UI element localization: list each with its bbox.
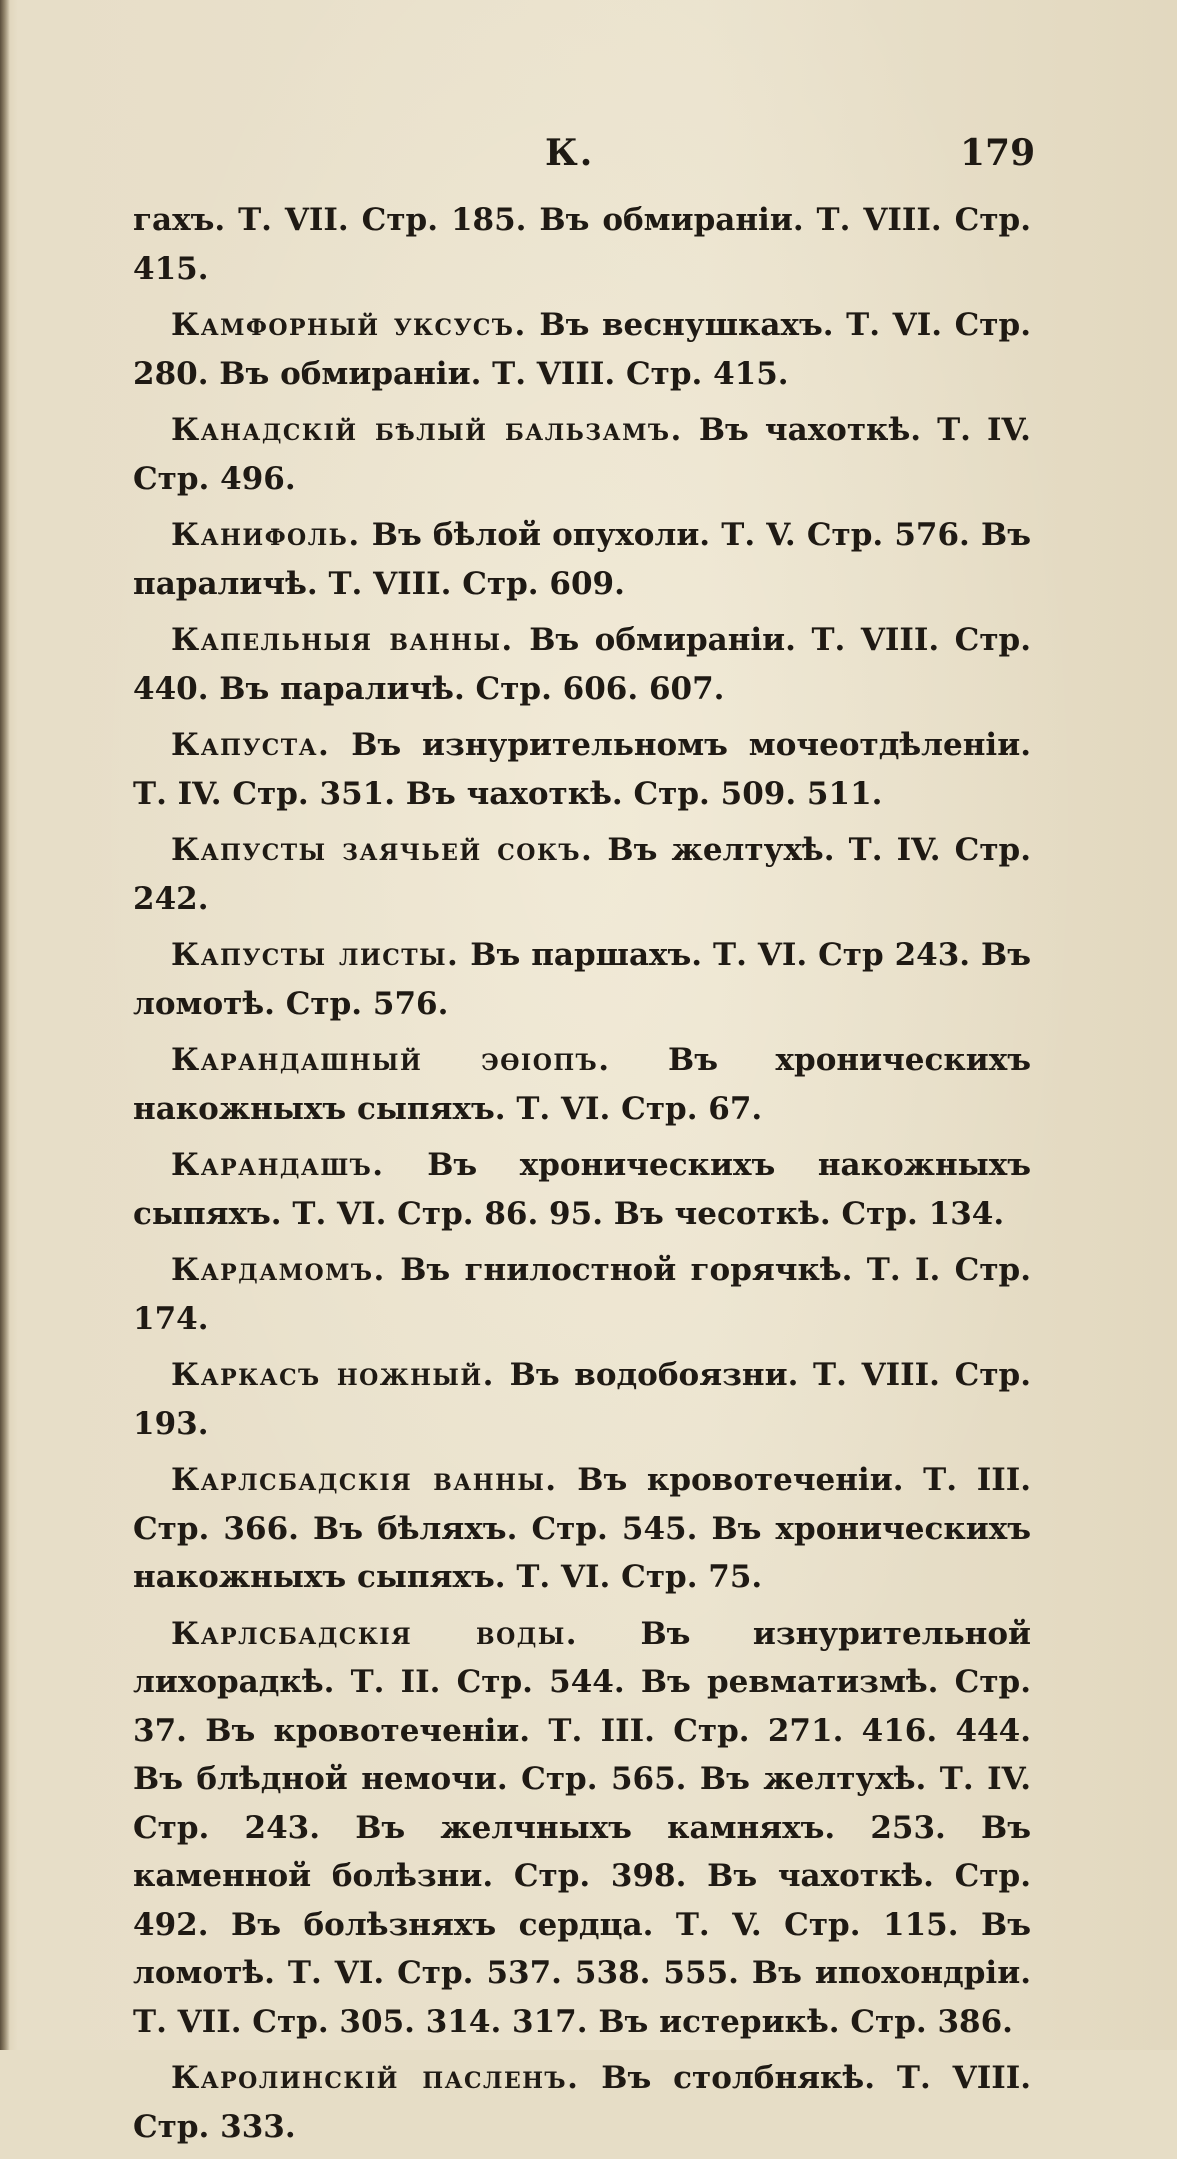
entry-term: Канифоль. xyxy=(171,517,361,553)
index-entry xyxy=(133,1141,1031,1238)
running-header xyxy=(0,132,1177,182)
entry-term: Карандашъ. xyxy=(171,1147,385,1183)
entry-references: Въ чахоткѣ. Т. IV. Стр. 496. xyxy=(133,412,1031,497)
entry-term: Капусты листы. xyxy=(171,937,460,973)
index-entry xyxy=(133,1246,1031,1343)
index-entry xyxy=(133,931,1031,1028)
index-entry xyxy=(133,1351,1031,1448)
entry-term: Капельныя ванны. xyxy=(171,622,514,658)
entry-references: Въ изнурительномъ мочеотдѣленіи. Т. IV. Стр. 351. Въ чахоткѣ. Стр. 509. 511. xyxy=(133,727,1031,812)
index-entry xyxy=(133,826,1031,923)
index-entry xyxy=(133,406,1031,503)
entry-references: Въ столбнякѣ. Т. VIII. Стр. 333. xyxy=(133,2060,1031,2145)
entry-term: Кардамомъ. xyxy=(171,1252,386,1288)
entry-references: Въ обмираніи. Т. VIII. Стр. 440. Въ параличѣ. Стр. 606. 607. xyxy=(133,622,1032,707)
index-entry xyxy=(133,1456,1031,1602)
entry-term: Капусты заячьей сокъ. xyxy=(171,832,594,868)
entry-references: Въ изнурительной лихорадкѣ. Т. II. Стр. 544. Въ ревматизмѣ. Стр. 37. Въ кровотеченіи. Т. III. Стр. 271. 416. 444. Въ блѣдной немочи. Стр. 565. Въ желтухѣ. Т. IV. Стр. 243. Въ желчныхъ камняхъ. 253. Въ каменной болѣзни. Стр. 398. Въ чахоткѣ. Стр. 492. Въ болѣзняхъ сердца. Т. V. Стр. 115. Въ ломотѣ. Т. VI. Стр. 537. 538. 555. Въ ипохондріи. Т. VII. Стр. 305. 314. 317. Въ истерикѣ. Стр. 386. xyxy=(133,1615,1031,2040)
index-entry xyxy=(133,1036,1031,1133)
page-number: 179 xyxy=(960,132,1036,174)
index-entry xyxy=(133,721,1031,818)
entry-references: Въ гнилостной горячкѣ. Т. I. Стр. 174. xyxy=(133,1252,1032,1337)
entry-term: Канадскій бѣлый бальзамъ. xyxy=(171,412,683,448)
entry-references: Въ хроническихъ накожныхъ сыпяхъ. Т. VI. Стр. 86. 95. Въ чесоткѣ. Стр. 134. xyxy=(133,1147,1031,1232)
entry-references: Въ хроническихъ накожныхъ сыпяхъ. Т. VI. Стр. 67. xyxy=(133,1042,1031,1127)
entry-references: Въ бѣлой опухоли. Т. V. Стр. 576. Въ параличѣ. Т. VIII. Стр. 609. xyxy=(133,517,1031,602)
entry-references: Въ желтухѣ. Т. IV. Стр. 242. xyxy=(133,832,1032,917)
index-entry xyxy=(133,1610,1031,2047)
entry-references: Въ кровотеченіи. Т. III. Стр. 366. Въ бѣляхъ. Стр. 545. Въ хроническихъ накожныхъ сыпяхъ. Т. VI. Стр. 75. xyxy=(133,1462,1031,1595)
entry-references: гахъ. Т. VII. Стр. 185. Въ обмираніи. Т. VIII. Стр. 415. xyxy=(133,202,1031,287)
entry-term: Карлсбадскія ванны. xyxy=(171,1462,558,1498)
index-entries xyxy=(133,196,1031,2159)
index-entry xyxy=(133,616,1031,713)
spine-shadow xyxy=(0,0,10,2050)
entry-term: Капуста. xyxy=(171,727,331,763)
entry-references: Въ веснушкахъ. Т. VI. Стр. 280. Въ обмираніи. Т. VIII. Стр. 415. xyxy=(133,307,1031,392)
entry-term: Карандашный эѳіопъ. xyxy=(171,1042,611,1078)
entry-references: Въ водобоязни. Т. VIII. Стр. 193. xyxy=(133,1357,1031,1442)
index-entry xyxy=(133,196,1031,293)
entry-term: Каркасъ ножный. xyxy=(171,1357,495,1393)
entry-term: Камфорный уксусъ. xyxy=(171,307,527,343)
header-letter: К. xyxy=(545,132,595,174)
entry-term: Карлсбадскія воды. xyxy=(171,1615,579,1652)
entry-term: Каролинскій пасленъ. xyxy=(171,2060,580,2096)
index-entry xyxy=(133,301,1031,398)
index-entry xyxy=(133,2054,1031,2151)
entry-references: Въ паршахъ. Т. VI. Стр 243. Въ ломотѣ. Стр. 576. xyxy=(133,937,1031,1022)
index-entry xyxy=(133,511,1031,608)
